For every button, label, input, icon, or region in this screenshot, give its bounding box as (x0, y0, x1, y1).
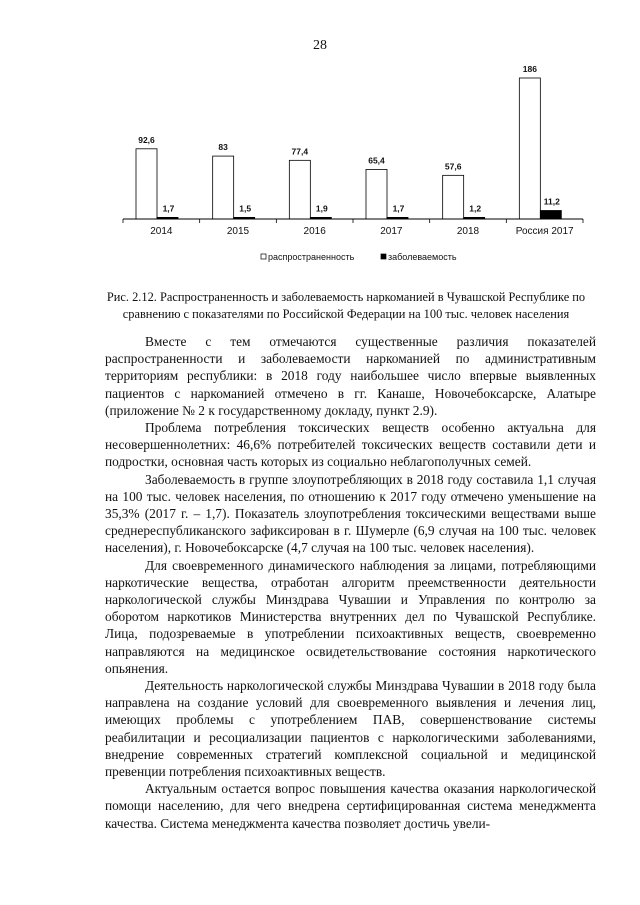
bar-prevalence (366, 169, 387, 219)
data-label-incidence: 1,5 (239, 203, 252, 214)
data-label-incidence: 11,2 (543, 196, 560, 207)
paragraph: Актуальным остается вопрос повышения качества оказания наркологической помощи населению, для чего внедрена сертифицированная система менеджмента качества. Система менеджмента качества позволяет достичь увели- (105, 781, 596, 831)
data-label-prevalence: 77,4 (291, 146, 309, 157)
x-tick-label: 2018 (456, 226, 480, 237)
paragraph: Проблема потребления токсических веществ особенно актуальна для несовершеннолетних: 46,6% потребителей токсических веществ составили дети и подростки, основная часть которых из социально неблагополучных семей. (105, 420, 596, 470)
data-label-prevalence: 186 (522, 64, 537, 74)
data-label-incidence: 1,9 (315, 203, 328, 214)
data-label-incidence: 1,7 (392, 203, 405, 214)
bar-prevalence (289, 160, 310, 219)
data-label-prevalence: 92,6 (138, 134, 155, 145)
x-tick-label: 2014 (150, 226, 173, 237)
data-label-incidence: 1,7 (162, 203, 175, 214)
data-label-incidence: 1,2 (469, 203, 482, 214)
data-label-prevalence: 57,6 (444, 161, 462, 172)
bar-prevalence (213, 156, 234, 219)
paragraph: Заболеваемость в группе злоупотребляющих в 2018 году составила 1,1 случая на 100 тыс. человек населения, по отношению к 2017 году отмечено уменьшение на 35,3% (2017 г. – 1,7). Показатель злоупотребления токсическими веществами выше среднереспубликанского зафиксирован в г. Шумерле (6,9 случая на 100 тыс. человек населения), г. Новочебоксарске (4,7 случая на 100 тыс. человек населения). (105, 471, 596, 556)
legend-swatch-prevalence (261, 254, 266, 259)
data-label-prevalence: 83 (218, 142, 228, 153)
paragraph: Деятельность наркологической службы Минздрава Чувашии в 2018 году была направлена на создание условий для своевременного выявления и лечения лиц, имеющих проблемы с употреблением ПАВ, совершенствование системы реабилитации и ресоциализации пациентов с наркологическими заболеваниями, внедрение современных стратегий комплексной социальной и медицинской превенции потребления психоактивных веществ. (105, 678, 596, 780)
figure-caption: Рис. 2.12. Распространенность и заболеваемость наркоманией в Чувашской Республике по сравнению с показателями по Российской Федерации на 100 тыс. человек населения (106, 290, 586, 321)
bar-prevalence (443, 175, 464, 219)
legend-swatch-incidence (381, 254, 386, 259)
legend-label-incidence: заболеваемость (388, 252, 457, 262)
bar-prevalence (136, 149, 157, 219)
x-tick-label: 2015 (226, 226, 250, 237)
bar-chart (118, 62, 588, 277)
bar-prevalence (519, 78, 540, 219)
paragraph: Для своевременного динамического наблюдения за лицами, потребляющими наркотические вещества, отработан алгоритм преемственности деятельности наркологической службы Минздрава Чувашии и Управления по контролю за оборотом наркотиков Министерства внутренних дел по Чувашской Республике. Лица, подозреваемые в употреблении психоактивных веществ, своевременно направляются на медицинское освидетельствование состояния наркотического опьянения. (105, 557, 596, 676)
x-tick-label: 2017 (380, 226, 403, 237)
paragraph: Вместе с тем отмечаются существенные различия показателей распространенности и заболеваемости наркоманией по административным территориям республики: в 2018 году наибольшее число впервые выявленных пациентов с наркоманией отмечено в гг. Канаше, Новочебоксарске, Алатыре (приложение № 2 к государственному докладу, пункт 2.9). (105, 334, 596, 418)
bar-incidence (540, 211, 561, 219)
x-tick-label: 2016 (303, 226, 326, 237)
data-label-prevalence: 65,4 (368, 155, 385, 166)
page-number: 28 (313, 38, 327, 53)
legend-label-prevalence: распространенность (268, 252, 355, 262)
body-text (105, 333, 596, 832)
x-tick-label: Россия 2017 (515, 226, 574, 237)
